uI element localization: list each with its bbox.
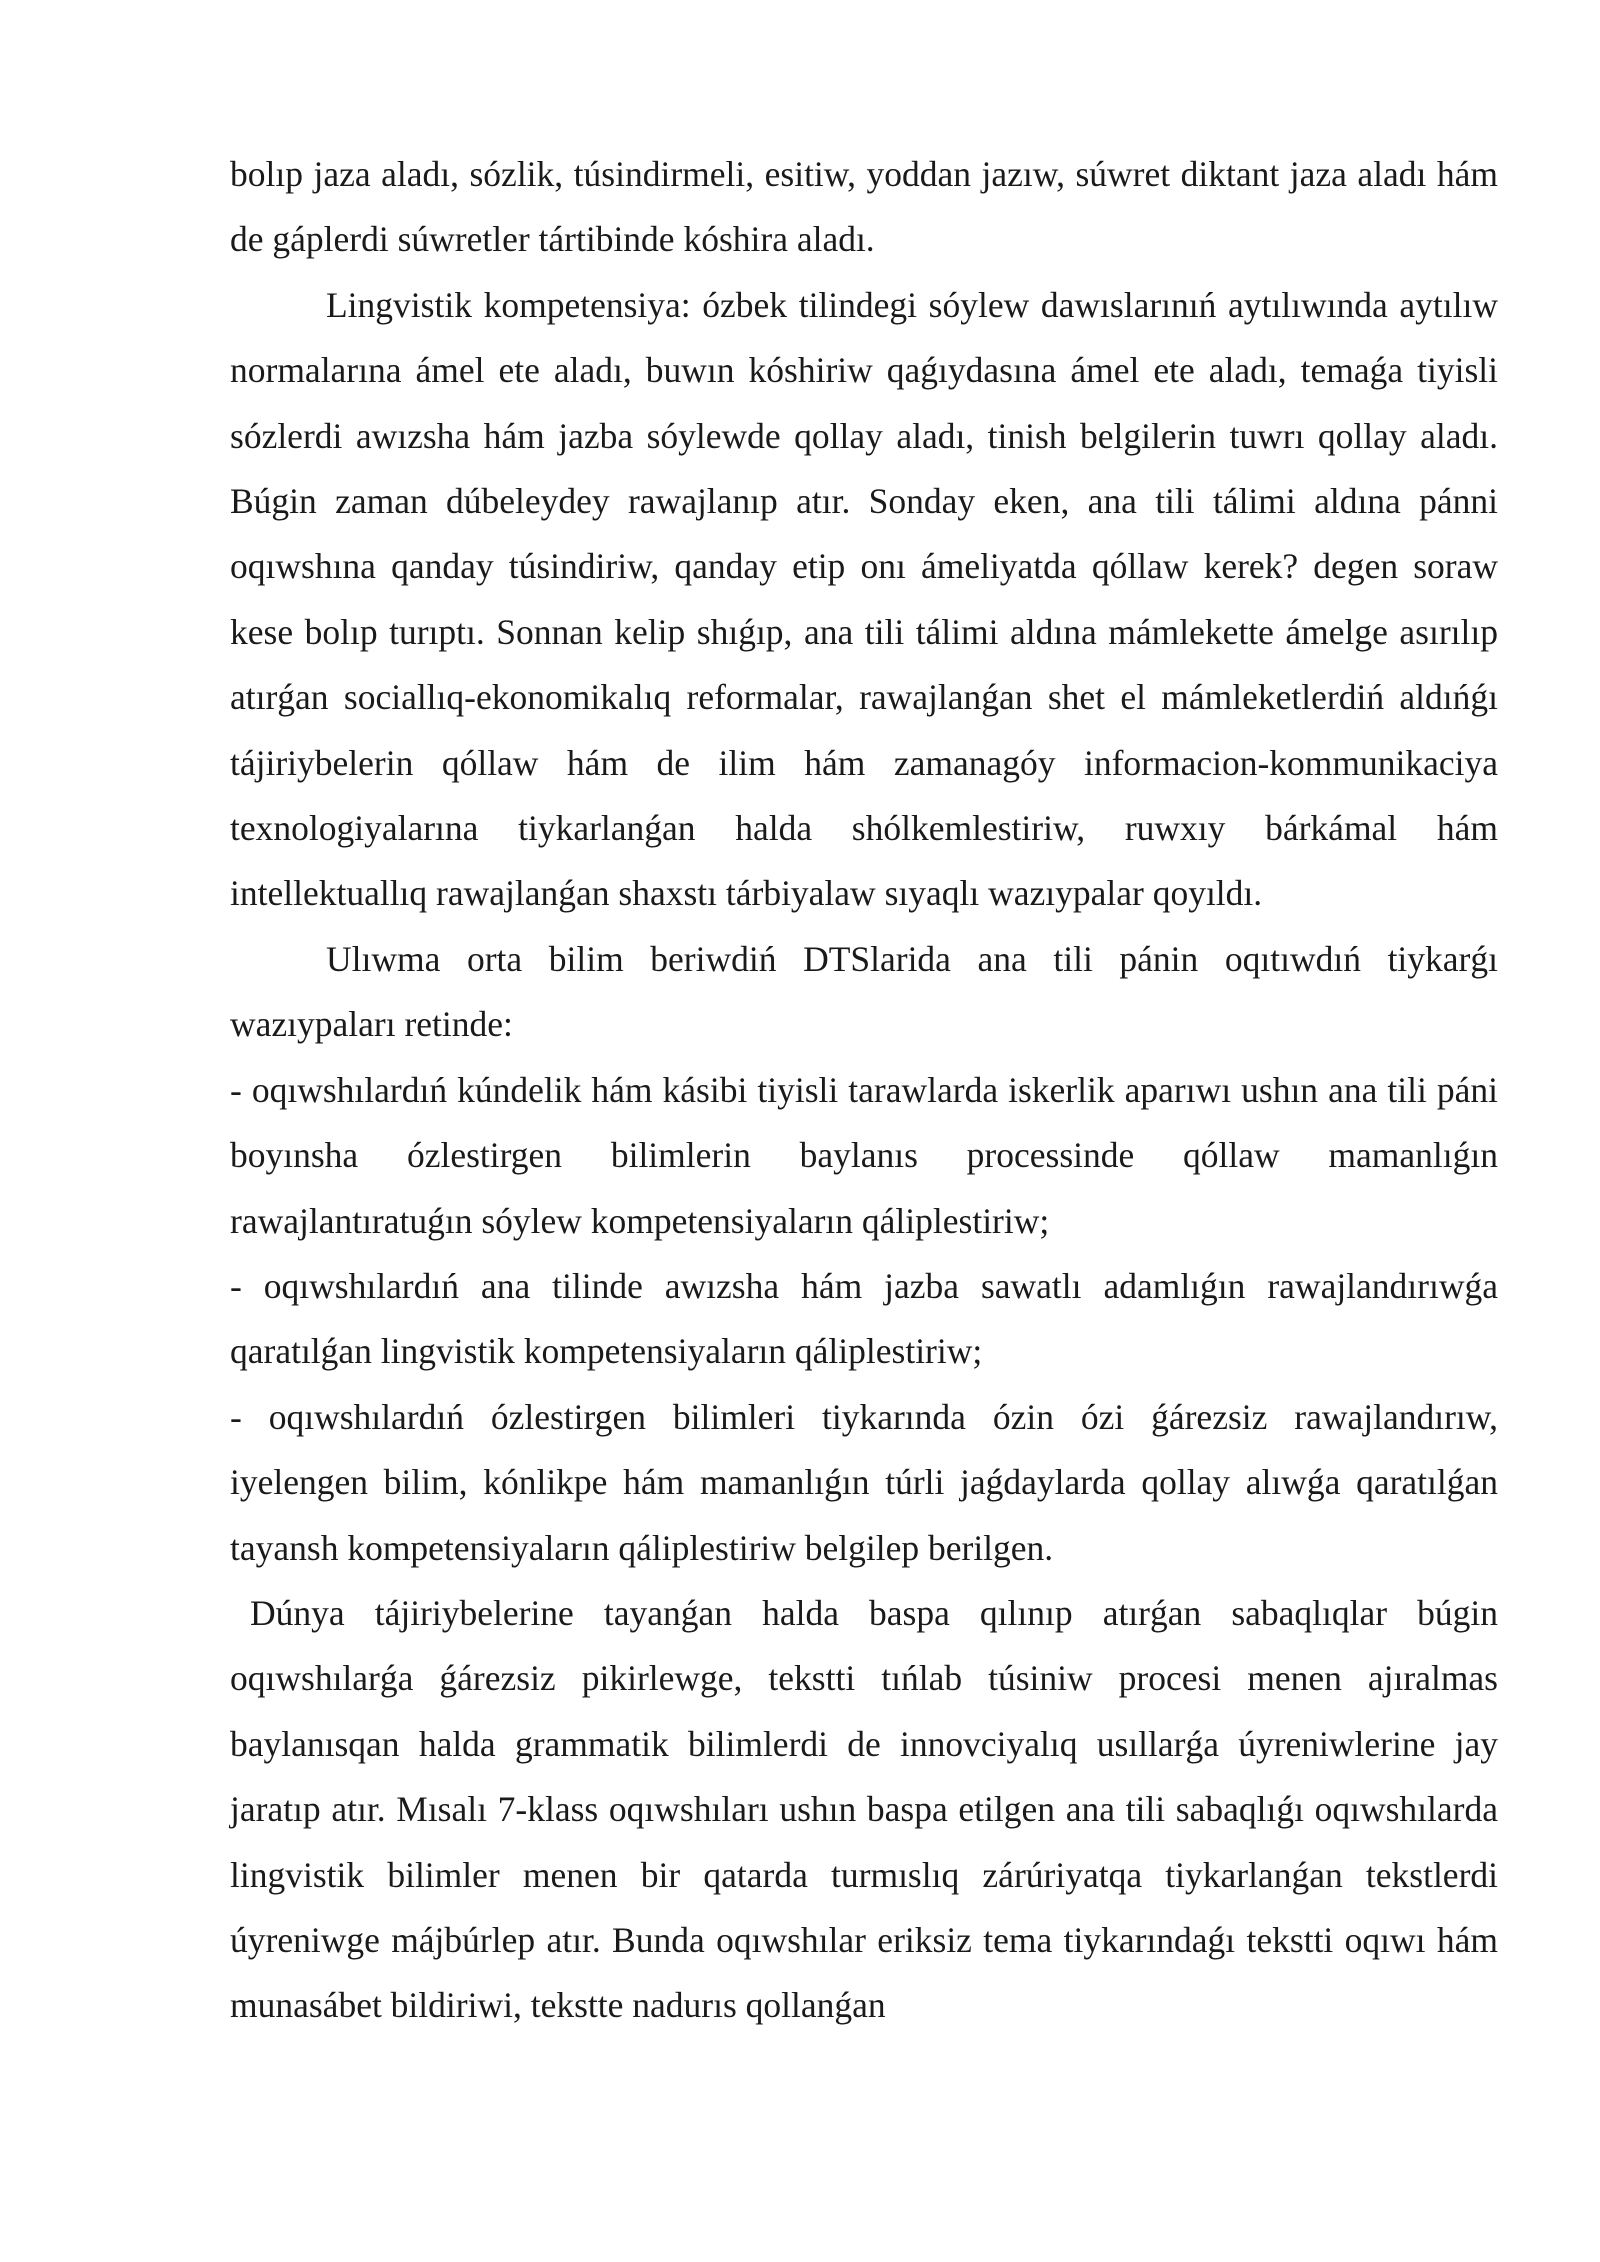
document-page: [230, 142, 1498, 2039]
paragraph-dts-tasks: Ulıwma orta bilim beriwdiń DTSlarida ana tili pánin oqıtıwdıń tiykarǵı wazıypaları retinde:: [230, 938, 1498, 1045]
list-item-linguistic-competence: - oqıwshılardıń ana tilinde awızsha hám jazba sawatlı adamlıǵın rawajlandırıwǵa qaratılǵan lingvistik kompetensiyaların qáliplestiriw;: [230, 1265, 1498, 1372]
list-item-core-competence: - oqıwshılardıń ózlestirgen bilimleri tiykarında ózin ózi ǵárezsiz rawajlandırıw, iyelengen bilim, kónlikpe hám mamanlıǵın túrli jaǵdaylarda qollay alıwǵa qaratılǵan tayansh kompetensiyaların qáliplestiriw belgilep berilgen.: [230, 1396, 1498, 1568]
paragraph-continuation: bolıp jaza aladı, sózlik, túsindirmeli, esitiw, yoddan jazıw, súwret diktant jaza aladı hám de gáplerdi súwretler tártibinde kóshira aladı.: [230, 154, 1498, 260]
list-item-speech-competence: - oqıwshılardıń kúndelik hám kásibi tiyisli tarawlarda iskerlik aparıwı ushın ana tili páni boyınsha ózlestirgen bilimlerin baylanıs processinde qóllaw mamanlıǵın rawajlantıratuǵın sóylew kompetensiyaların qáliplestiriw;: [230, 1069, 1498, 1241]
paragraph-world-experience: Dúnya tájiriybelerine tayanǵan halda baspa qılınıp atırǵan sabaqlıqlar búgin oqıwshılarǵa ǵárezsiz pikirlewge, tekstti tıńlab túsiniw procesi menen ajıralmas baylanısqan halda grammatik bilimlerdi de innovciyalıq usıllarǵa úyreniwlerine jay jaratıp atır. Mısalı 7-klass oqıwshıları ushın baspa etilgen ana tili sabaqlıǵı oqıwshılarda lingvistik bilimler menen bir qatarda turmıslıq zárúriyatqa tiykarlanǵan tekstlerdi úyreniwge májbúrlep atır. Bunda oqıwshılar eriksiz tema tiykarındaǵı tekstti oqıwı hám munasábet bildiriwi, tekstte nadurıs qollanǵan: [230, 1592, 1498, 2026]
paragraph-linguistic-competence: Lingvistik kompetensiya: ózbek tilindegi sóylew dawıslarınıń aytılıwında aytılıw normalarına ámel ete aladı, buwın kóshiriw qaǵıydasına ámel ete aladı, temaǵa tiyisli sózlerdi awızsha hám jazba sóylewde qollay aladı, tinish belgilerin tuwrı qollay aladı. Búgin zaman dúbeleydey rawajlanıp atır. Sonday eken, ana tili tálimi aldına pánni oqıwshına qanday túsindiriw, qanday etip onı ámeliyatda qóllaw kerek? degen soraw kese bolıp turıptı. Sonnan kelip shıǵıp, ana tili tálimi aldına mámlekette ámelge asırılıp atırǵan sociallıq-ekonomikalıq reformalar, rawajlanǵan shet el mámleketlerdiń aldıńǵı tájiriybelerin qóllaw hám de ilim hám zamanagóy informacion-kommunikaciya texnologiyalarına tiykarlanǵan halda shólkemlestiriw, ruwxıy bárkámal hám intellektuallıq rawajlanǵan shaxstı tárbiyalaw sıyaqlı wazıypalar qoyıldı.: [230, 284, 1498, 914]
